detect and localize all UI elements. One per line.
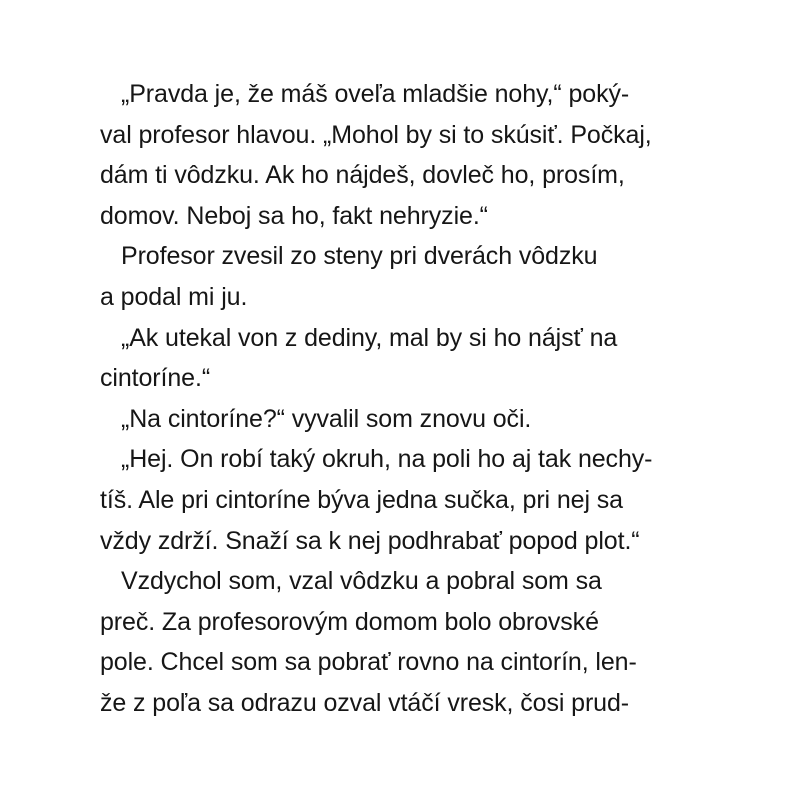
text-line-16: že z poľa sa odrazu ozval vtáčí vresk, čosi prud- [100, 688, 630, 717]
text-line-9: „Na cintoríne?“ vyvalil som znovu oči. [121, 404, 532, 433]
text-line-14: preč. Za profesorovým domom bolo obrovské [100, 607, 599, 636]
text-line-6: a podal mi ju. [100, 282, 248, 311]
text-line-11: tíš. Ale pri cintoríne býva jedna sučka, pri nej sa [100, 485, 623, 514]
text-line-10: „Hej. On robí taký okruh, na poli ho aj tak nechy- [121, 445, 653, 474]
body-text [100, 74, 700, 724]
text-line-7: „Ak utekal von z dediny, mal by si ho nájsť na [121, 323, 618, 352]
text-line-2: val profesor hlavou. „Mohol by si to skúsiť. Počkaj, [100, 120, 652, 149]
text-line-8: cintoríne.“ [100, 364, 211, 393]
text-line-15: pole. Chcel som sa pobrať rovno na cintorín, len- [100, 648, 637, 677]
text-line-5: Profesor zvesil zo steny pri dverách vôdzku [121, 242, 598, 271]
text-line-13: Vzdychol som, vzal vôdzku a pobral som sa [121, 567, 602, 596]
text-line-12: vždy zdrží. Snaží sa k nej podhrabať popod plot.“ [100, 526, 640, 555]
text-line-1: „Pravda je, že máš oveľa mladšie nohy,“ poký- [121, 80, 630, 108]
text-line-3: dám ti vôdzku. Ak ho nájdeš, dovleč ho, prosím, [100, 161, 625, 190]
text-line-4: domov. Neboj sa ho, fakt nehryzie.“ [100, 201, 488, 230]
